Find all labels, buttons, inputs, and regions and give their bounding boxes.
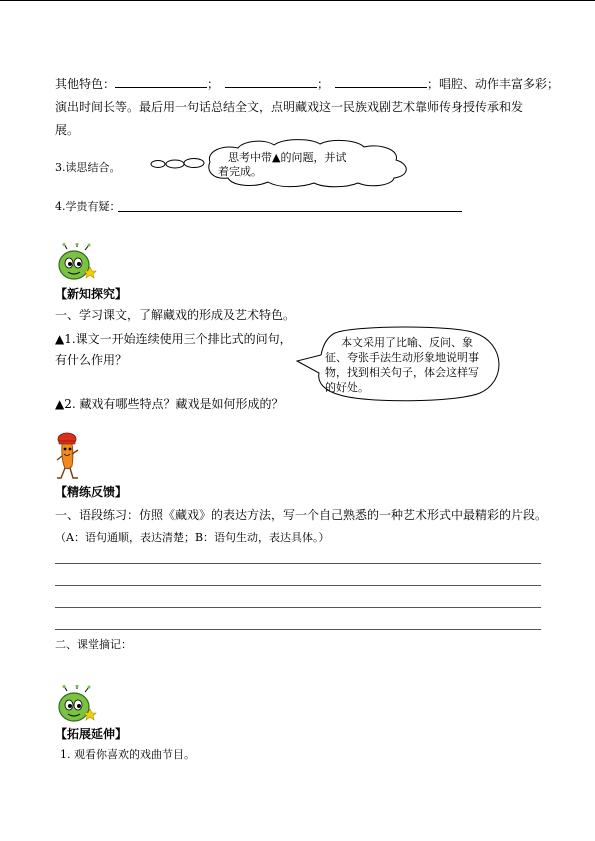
blank-1[interactable] — [115, 75, 207, 88]
feature-line-2: 演出时间长等。最后用一句话总结全文，点明藏戏这一民族戏剧艺术靠师传身授传承和发 — [55, 100, 524, 114]
section-title-xinzhi: 【新知探究】 — [55, 287, 128, 301]
writing-line-1[interactable] — [55, 563, 541, 564]
q4-label: 4.学贵有疑： — [55, 200, 121, 213]
cloud-text-1: 思考中带▲的问题，并试 — [228, 151, 347, 164]
green-mascot-icon — [55, 243, 97, 283]
writing-line-2[interactable] — [55, 585, 541, 586]
cloud-text-2: 着完成。 — [218, 165, 262, 178]
jinglian-item-1: 一、语段练习：仿照《藏戏》的表达方法，写一个自己熟悉的一种艺术形式中最精彩的片段。 — [55, 508, 548, 522]
blank-3[interactable] — [335, 75, 427, 88]
jinglian-item-2: 二、课堂摘记： — [55, 638, 132, 651]
bubble-line-4: 的好处。 — [325, 381, 369, 394]
bubble-line-2: 征、夸张手法生动形象地说明事 — [325, 351, 479, 364]
blank-2[interactable] — [225, 75, 317, 88]
running-mascot-icon — [55, 432, 81, 482]
xinzhi-question-2: ▲2. 藏戏有哪些特点？藏戏是如何形成的？ — [55, 397, 284, 411]
section-title-jinglian: 【精练反馈】 — [55, 485, 128, 499]
q4-answer-line[interactable] — [118, 211, 462, 212]
xinzhi-item-1: 一、学习课文，了解藏戏的形成及艺术特色。 — [55, 308, 296, 322]
feature-line-3: 展。 — [55, 123, 80, 137]
writing-line-4[interactable] — [55, 629, 541, 630]
xinzhi-question-1-line-1: ▲1.课文一开始连续使用三个排比式的问句， — [55, 332, 292, 346]
page-top-border — [0, 0, 595, 1]
feature-suffix: ；唱腔、动作丰富多彩； — [427, 77, 560, 91]
q3-label: 3.读思结合。 — [55, 161, 121, 174]
bubble-line-1: 本文采用了比喻、反问、象 — [341, 336, 473, 349]
sep-2: ； — [317, 77, 330, 91]
feature-prefix: 其他特色： — [55, 77, 116, 91]
tuozhan-item-1: 1. 观看你喜欢的戏曲节目。 — [60, 748, 195, 761]
xinzhi-question-1-line-2: 有什么作用？ — [55, 353, 128, 367]
speech-bubble-text — [325, 335, 490, 395]
green-mascot-icon — [55, 685, 97, 725]
bubble-line-3: 物，找到相关句子，体会这样写 — [325, 366, 479, 379]
sep-1: ； — [207, 77, 220, 91]
feature-line-1 — [55, 75, 559, 93]
writing-line-3[interactable] — [55, 607, 541, 608]
jinglian-criteria: （A：语句通顺，表达清楚；B：语句生动，表达具体。） — [55, 531, 330, 544]
section-title-tuozhan: 【拓展延伸】 — [55, 727, 128, 741]
